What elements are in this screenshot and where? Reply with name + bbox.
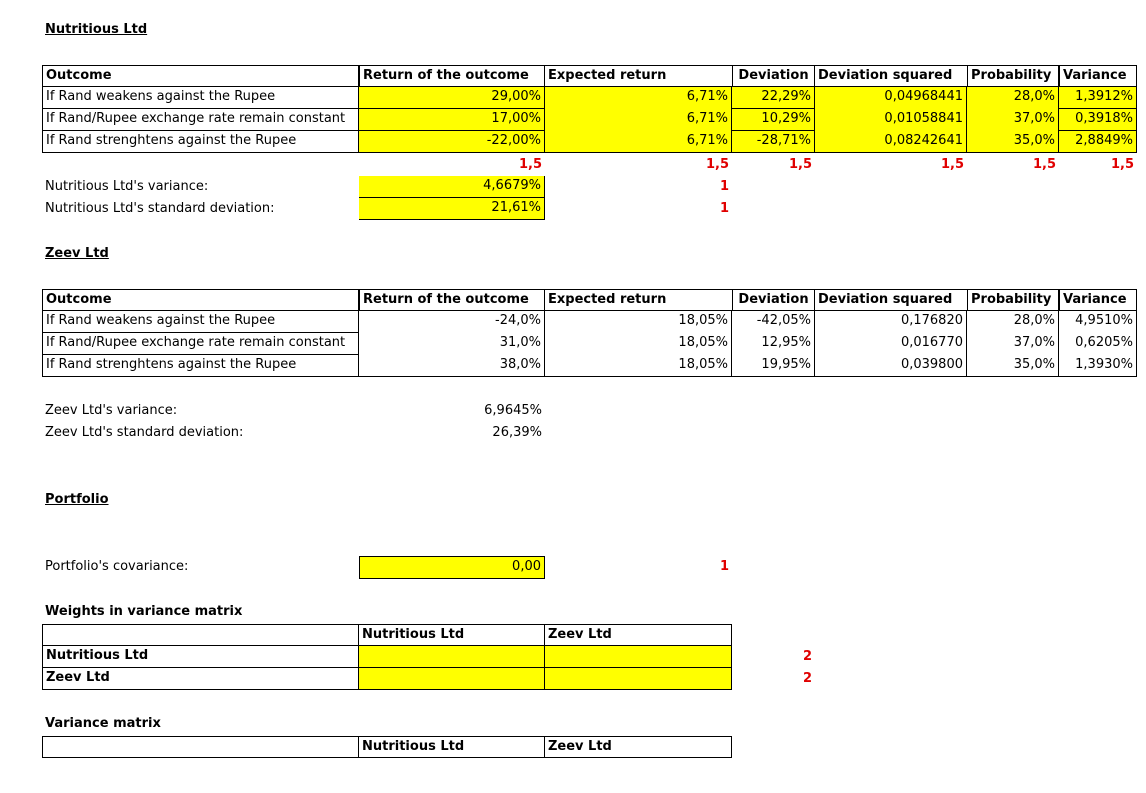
deviation-cell[interactable]: 10,29%	[732, 109, 815, 131]
header-deviation[interactable]: Deviation	[732, 65, 815, 87]
variance-cell[interactable]: 2,8849%	[1059, 131, 1137, 153]
probability-cell[interactable]: 35,0%	[967, 131, 1059, 153]
weights-mark: 2	[802, 671, 812, 686]
variance-cell[interactable]: 1,3912%	[1059, 87, 1137, 109]
deviation-squared-cell[interactable]: 0,08242641	[815, 131, 967, 153]
variance-value[interactable]: 6,9645%	[484, 403, 542, 418]
outcome-cell[interactable]: If Rand weakens against the Rupee	[42, 311, 359, 333]
expected-return-cell[interactable]: 6,71%	[545, 87, 732, 109]
variance-cell[interactable]: 0,3918%	[1059, 109, 1137, 131]
deviation-cell[interactable]: 12,95%	[732, 333, 815, 355]
outcome-cell[interactable]: If Rand weakens against the Rupee	[42, 87, 359, 109]
variance-matrix-col-zeev[interactable]: Zeev Ltd	[545, 736, 732, 758]
sd-mark: 1	[719, 201, 729, 216]
header-deviation-squared[interactable]: Deviation squared	[815, 289, 967, 311]
weights-cell[interactable]	[359, 668, 545, 690]
expected-return-cell[interactable]: 18,05%	[545, 355, 732, 377]
probability-cell[interactable]: 35,0%	[967, 355, 1059, 377]
probability-cell[interactable]: 37,0%	[967, 109, 1059, 131]
section-title-zeev: Zeev Ltd	[45, 246, 109, 261]
weights-cell[interactable]	[545, 668, 732, 690]
weights-col-zeev[interactable]: Zeev Ltd	[545, 624, 732, 646]
weights-title: Weights in variance matrix	[45, 604, 243, 619]
variance-cell[interactable]: 4,9510%	[1059, 311, 1137, 333]
header-deviation-squared[interactable]: Deviation squared	[815, 65, 967, 87]
variance-cell[interactable]: 1,3930%	[1059, 355, 1137, 377]
variance-matrix-title: Variance matrix	[45, 716, 161, 731]
probability-cell[interactable]: 28,0%	[967, 87, 1059, 109]
header-expected-return[interactable]: Expected return	[545, 289, 732, 311]
mark-expected: 1,5	[705, 157, 729, 172]
probability-cell[interactable]: 37,0%	[967, 333, 1059, 355]
header-variance[interactable]: Variance	[1059, 65, 1137, 87]
header-probability[interactable]: Probability	[967, 289, 1059, 311]
sd-label: Nutritious Ltd's standard deviation:	[45, 201, 275, 216]
outcome-cell[interactable]: If Rand/Rupee exchange rate remain constant	[42, 109, 359, 131]
variance-mark: 1	[719, 179, 729, 194]
deviation-squared-cell[interactable]: 0,04968441	[815, 87, 967, 109]
section-title-nutritious: Nutritious Ltd	[45, 22, 148, 37]
weights-cell[interactable]	[545, 646, 732, 668]
header-return[interactable]: Return of the outcome	[359, 65, 545, 87]
return-cell[interactable]: -24,0%	[359, 311, 545, 333]
mark-return: 1,5	[518, 157, 542, 172]
outcome-cell[interactable]: If Rand strenghtens against the Rupee	[42, 131, 359, 153]
weights-row-nutritious[interactable]: Nutritious Ltd	[42, 646, 359, 668]
header-probability[interactable]: Probability	[967, 65, 1059, 87]
return-cell[interactable]: 38,0%	[359, 355, 545, 377]
probability-cell[interactable]: 28,0%	[967, 311, 1059, 333]
sd-value[interactable]: 26,39%	[492, 425, 542, 440]
header-outcome[interactable]: Outcome	[42, 289, 359, 311]
variance-label: Nutritious Ltd's variance:	[45, 179, 209, 194]
covariance-mark: 1	[719, 559, 729, 574]
sd-label: Zeev Ltd's standard deviation:	[45, 425, 244, 440]
deviation-cell[interactable]: -42,05%	[732, 311, 815, 333]
covariance-value[interactable]: 0,00	[359, 556, 545, 579]
sd-value[interactable]: 21,61%	[359, 198, 545, 220]
return-cell[interactable]: 29,00%	[359, 87, 545, 109]
variance-matrix-col-nutritious[interactable]: Nutritious Ltd	[359, 736, 545, 758]
expected-return-cell[interactable]: 18,05%	[545, 311, 732, 333]
deviation-squared-cell[interactable]: 0,016770	[815, 333, 967, 355]
covariance-label: Portfolio's covariance:	[45, 559, 189, 574]
variance-cell[interactable]: 0,6205%	[1059, 333, 1137, 355]
return-cell[interactable]: 17,00%	[359, 109, 545, 131]
weights-mark: 2	[802, 649, 812, 664]
deviation-cell[interactable]: -28,71%	[732, 131, 815, 153]
weights-row-zeev[interactable]: Zeev Ltd	[42, 668, 359, 690]
variance-label: Zeev Ltd's variance:	[45, 403, 178, 418]
header-variance[interactable]: Variance	[1059, 289, 1137, 311]
deviation-cell[interactable]: 19,95%	[732, 355, 815, 377]
mark-deviation-squared: 1,5	[940, 157, 964, 172]
return-cell[interactable]: -22,00%	[359, 131, 545, 153]
variance-matrix-corner-cell[interactable]	[42, 736, 359, 758]
return-cell[interactable]: 31,0%	[359, 333, 545, 355]
expected-return-cell[interactable]: 6,71%	[545, 109, 732, 131]
deviation-squared-cell[interactable]: 0,01058841	[815, 109, 967, 131]
outcome-cell[interactable]: If Rand/Rupee exchange rate remain constant	[42, 333, 359, 355]
section-title-portfolio: Portfolio	[45, 492, 109, 507]
weights-cell[interactable]	[359, 646, 545, 668]
header-outcome[interactable]: Outcome	[42, 65, 359, 87]
header-return[interactable]: Return of the outcome	[359, 289, 545, 311]
outcome-cell[interactable]: If Rand strenghtens against the Rupee	[42, 355, 359, 377]
mark-variance: 1,5	[1110, 157, 1134, 172]
deviation-cell[interactable]: 22,29%	[732, 87, 815, 109]
deviation-squared-cell[interactable]: 0,176820	[815, 311, 967, 333]
weights-corner-cell[interactable]	[42, 624, 359, 646]
expected-return-cell[interactable]: 18,05%	[545, 333, 732, 355]
mark-probability: 1,5	[1032, 157, 1056, 172]
expected-return-cell[interactable]: 6,71%	[545, 131, 732, 153]
header-expected-return[interactable]: Expected return	[545, 65, 732, 87]
header-deviation[interactable]: Deviation	[732, 289, 815, 311]
variance-value[interactable]: 4,6679%	[359, 176, 545, 198]
deviation-squared-cell[interactable]: 0,039800	[815, 355, 967, 377]
mark-deviation: 1,5	[788, 157, 812, 172]
weights-col-nutritious[interactable]: Nutritious Ltd	[359, 624, 545, 646]
